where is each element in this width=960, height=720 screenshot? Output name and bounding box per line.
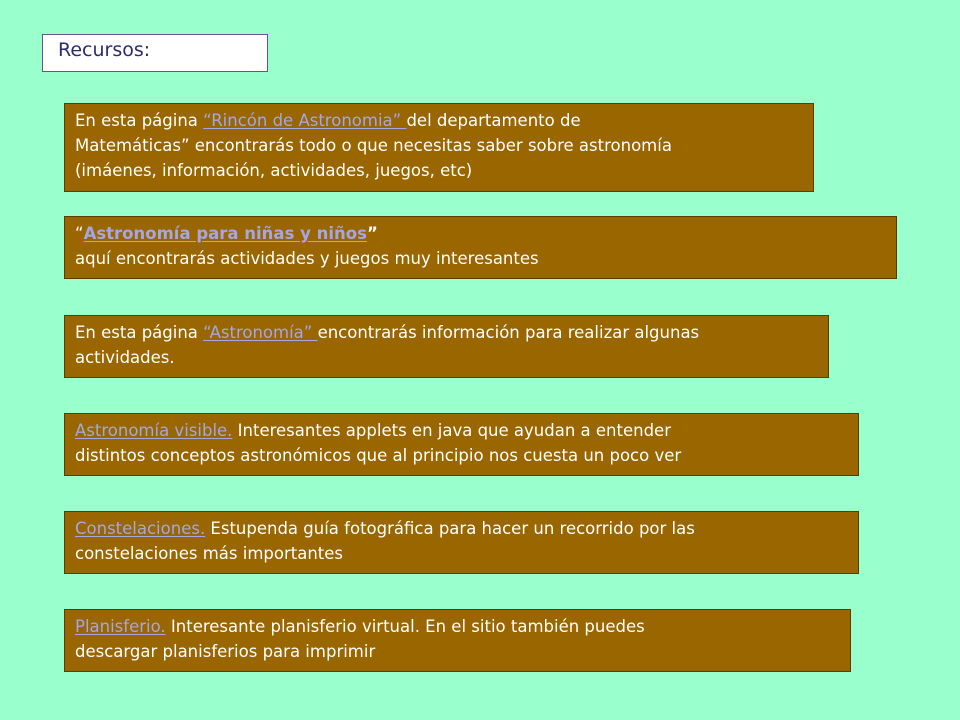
page-title: Recursos:: [42, 34, 268, 72]
resource-box-astronomia: [64, 315, 829, 378]
resource-line: [75, 516, 850, 541]
resource-text: actividades.: [75, 348, 175, 367]
resource-text: descargar planisferios para imprimir: [75, 642, 376, 661]
resource-box-planisferio: [64, 609, 851, 672]
resource-text: En esta página: [75, 111, 204, 130]
astronomia-visible-link[interactable]: Astronomía visible.: [75, 421, 233, 440]
resource-text: constelaciones más importantes: [75, 544, 344, 563]
resource-line: [75, 221, 888, 246]
resource-text: aquí encontrarás actividades y juegos muy interesantes: [75, 249, 539, 268]
resource-line: [75, 418, 850, 443]
resource-box-rincon: [64, 103, 814, 192]
resource-text: Matemáticas” encontrarás todo o que necesitas saber sobre astronomía: [75, 136, 672, 155]
resource-box-constelaciones: [64, 511, 859, 574]
rincon-astronomia-link[interactable]: “Rincón de Astronomia”: [203, 111, 407, 130]
resource-line: [75, 108, 805, 133]
resource-text: En esta página: [75, 323, 204, 342]
quote-open: “: [75, 224, 84, 243]
resource-text: encontrarás información para realizar algunas: [317, 323, 700, 342]
resource-box-ninos: [64, 216, 897, 279]
astronomia-link[interactable]: “Astronomía”: [203, 323, 318, 342]
resource-box-visible: [64, 413, 859, 476]
resource-text: Estupenda guía fotográfica para hacer un recorrido por las: [205, 519, 695, 538]
resource-text: del departamento de: [406, 111, 581, 130]
planisferio-link[interactable]: Planisferio.: [75, 617, 166, 636]
resource-line: [75, 320, 820, 345]
constelaciones-link[interactable]: Constelaciones.: [75, 519, 206, 538]
resource-text: Interesante planisferio virtual. En el sitio también puedes: [165, 617, 645, 636]
resource-text: Interesantes applets en java que ayudan a entender: [232, 421, 671, 440]
astronomia-ninos-link[interactable]: Astronomía para niñas y niños: [83, 224, 367, 243]
resource-text: (imáenes, información, actividades, juegos, etc): [75, 161, 473, 180]
quote-close: ”: [366, 224, 378, 243]
resource-line: [75, 614, 842, 639]
resource-text: distintos conceptos astronómicos que al principio nos cuesta un poco ver: [75, 446, 682, 465]
